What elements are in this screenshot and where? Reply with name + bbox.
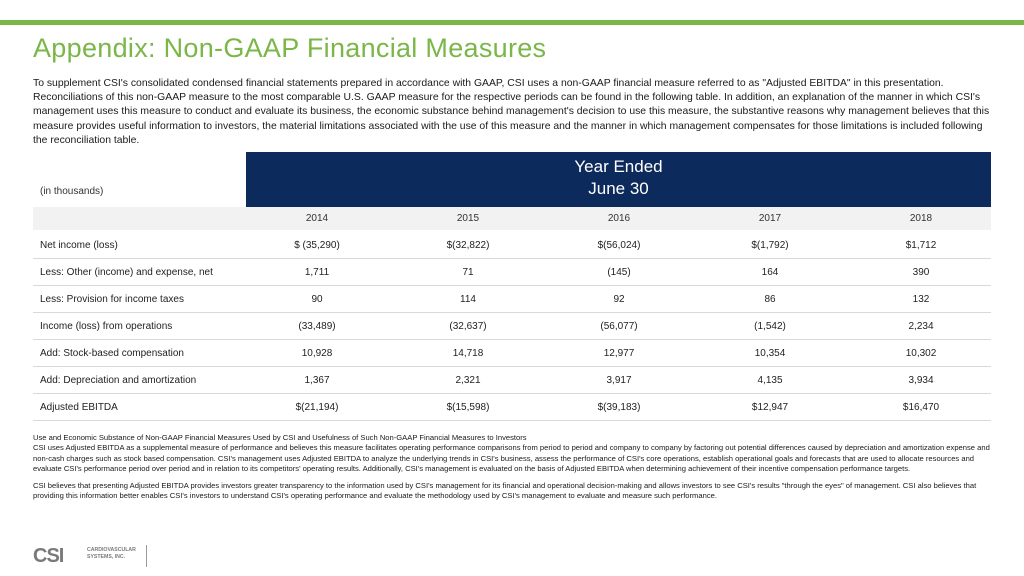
units-label: (in thousands) (40, 186, 104, 197)
cell-2016: (145) (607, 267, 631, 278)
cell-2015: 2,321 (455, 375, 481, 386)
row-label: Less: Other (income) and expense, net (40, 267, 213, 278)
header-year-ended: Year Ended (574, 157, 663, 176)
cell-2017: 4,135 (757, 375, 783, 386)
table-row (33, 231, 991, 259)
cell-2014: (33,489) (298, 321, 336, 332)
cell-2015: 14,718 (452, 348, 484, 359)
cell-2017: 10,354 (754, 348, 786, 359)
cell-2016: 3,917 (606, 375, 632, 386)
year-2014: 2014 (305, 213, 329, 224)
cell-2016: 92 (613, 294, 625, 305)
logo-line-2: SYSTEMS, INC. (87, 554, 126, 560)
cell-2018: 2,234 (908, 321, 934, 332)
cell-2016: (56,077) (600, 321, 638, 332)
row-label: Income (loss) from operations (40, 321, 173, 332)
logo-text (87, 547, 147, 561)
notes-section (33, 433, 993, 509)
row-label: Add: Depreciation and amortization (40, 375, 197, 386)
logo-line-1: CARDIOVASCULAR (87, 547, 136, 553)
cell-2018: $1,712 (905, 240, 937, 251)
notes-heading: Use and Economic Substance of Non-GAAP Financial Measures Used by CSI and Usefulness of Such Non-GAAP Financial Measures to Investors (33, 433, 527, 442)
year-2015: 2015 (456, 213, 480, 224)
cell-2018: 390 (912, 267, 930, 278)
cell-2016: 12,977 (603, 348, 635, 359)
cell-2018: 132 (912, 294, 930, 305)
cell-2015: $(15,598) (446, 402, 490, 413)
cell-2017: (1,542) (754, 321, 786, 332)
year-2018: 2018 (909, 213, 933, 224)
cell-2017: $12,947 (751, 402, 789, 413)
table-row (33, 339, 991, 367)
page-title: Appendix: Non-GAAP Financial Measures (33, 33, 547, 63)
table-row (33, 312, 991, 340)
cell-2015: (32,637) (449, 321, 487, 332)
logo-mark: CSI (33, 545, 64, 567)
cell-2018: $16,470 (902, 402, 940, 413)
year-2016: 2016 (607, 213, 631, 224)
cell-2017: 86 (764, 294, 776, 305)
row-label: Add: Stock-based compensation (40, 348, 184, 359)
cell-2014: 1,711 (304, 267, 330, 278)
intro-paragraph: To supplement CSI's consolidated condensed financial statements prepared in accordance with GAAP, CSI uses a non-GAAP financial measure referred to as "Adjusted EBITDA" in this presentation. Reconciliations of this non-GAAP measure to the most comparable U.S. GAAP measure for the respective periods can be found in the following table. In addition, an explanation of the manner in which CSI's management uses this measure to conduct and evaluate its business, the economic substance behind management's decision to use this measure, the substantive reasons why management believes that this measure provides useful information to investors, the material limitations associated with the use of this measure and the manner in which management compensates for those limitations is included following the reconciliation table. (33, 78, 990, 146)
top-accent-line (0, 20, 1024, 25)
table-row (33, 258, 991, 286)
row-label: Less: Provision for income taxes (40, 294, 184, 305)
notes-paragraph-1: CSI uses Adjusted EBITDA as a supplemental measure of performance and believes this measure facilitates operating performance comparisons from period to period and company to company by factoring out potential differences caused by depreciation and amortization expense and non-cash charges such as stock based compensation. CSI's management uses Adjusted EBITDA to analyze the underlying trends in CSI's business, assess the performance of CSI's core operations, establish operational goals and forecasts that are used to allocate resources and evaluate CSI's performance period over period and in relation to its competitors' operating results. Additionally, CSI's management is evaluated on the basis of Adjusted EBITDA when determining achievement of their incentive compensation performance targets. (33, 443, 990, 473)
cell-2015: 71 (462, 267, 474, 278)
cell-2018: 10,302 (905, 348, 937, 359)
notes-paragraph-2: CSI believes that presenting Adjusted EBITDA provides investors greater transparency to the information used by CSI's management for its financial and operational decision-making and allows investors to see CSI's results "through the eyes" of management. CSI also believes that providing this information better enables CSI's investors to understand CSI's operating performance and evaluate the methodology used by CSI's management to evaluate and measure such performance. (33, 481, 977, 501)
cell-2016: $(56,024) (597, 240, 641, 251)
cell-2017: $(1,792) (751, 240, 789, 251)
cell-2015: 114 (460, 294, 476, 305)
table-row (33, 285, 991, 313)
cell-2014: 1,367 (304, 375, 330, 386)
cell-2014: 10,928 (301, 348, 333, 359)
cell-2017: 164 (761, 267, 779, 278)
cell-2014: $ (35,290) (294, 240, 340, 251)
cell-2015: $(32,822) (446, 240, 490, 251)
row-label: Net income (loss) (40, 240, 118, 251)
cell-2014: 90 (311, 294, 323, 305)
logo-divider (146, 545, 147, 567)
cell-2014: $(21,194) (295, 402, 339, 413)
table-row (33, 393, 991, 421)
cell-2018: 3,934 (908, 375, 934, 386)
cell-2016: $(39,183) (597, 402, 641, 413)
row-label: Adjusted EBITDA (40, 402, 118, 413)
table-row (33, 366, 991, 394)
header-june-30: June 30 (588, 179, 649, 198)
year-2017: 2017 (758, 213, 782, 224)
table-header-title (246, 156, 991, 200)
